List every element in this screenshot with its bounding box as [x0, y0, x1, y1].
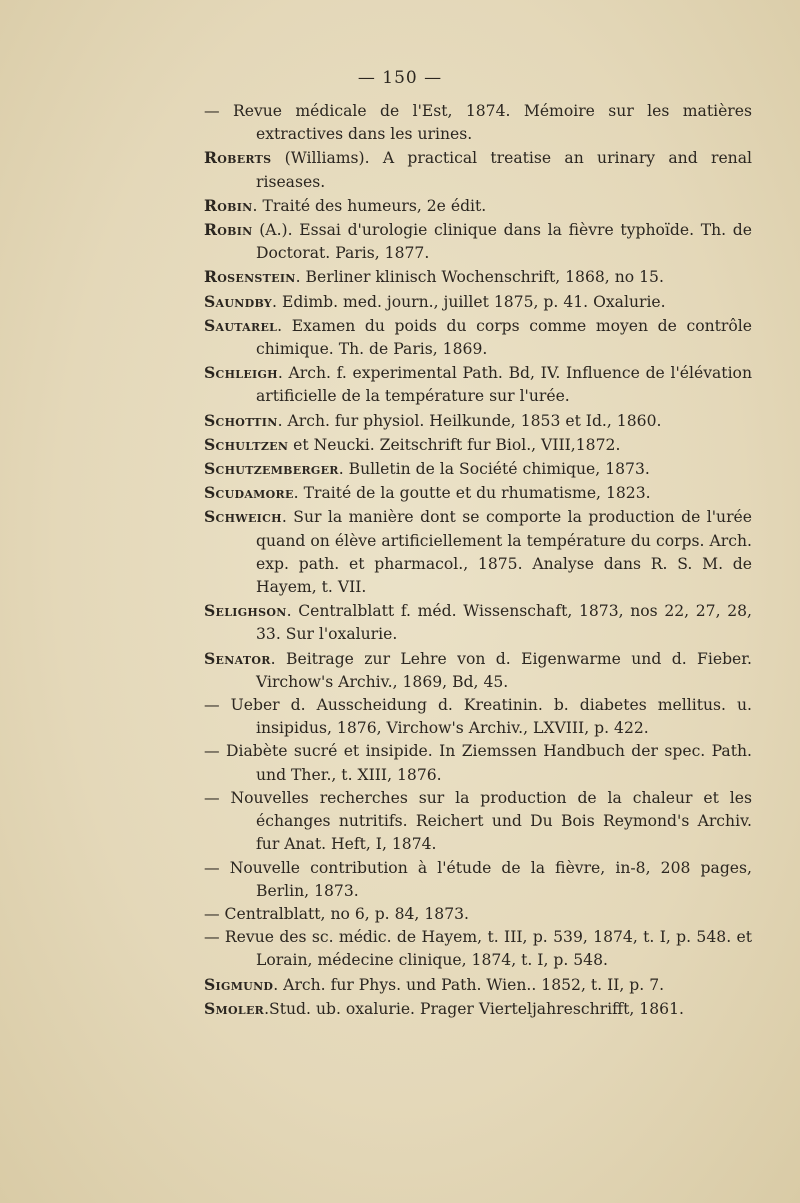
entry-author: Scudamore: [204, 483, 294, 503]
bibliography-entry: [204, 505, 752, 599]
bibliography-entry: [204, 481, 752, 505]
bibliography-entry: [204, 100, 752, 146]
bibliography-entry: [204, 647, 752, 694]
entry-text: et Neucki. Zeitschrift fur Biol., VIII,1872.: [288, 435, 621, 454]
entry-text: .Stud. ub. oxalurie. Prager Vierteljahreschrifft, 1861.: [264, 999, 684, 1018]
entry-text: — Nouvelles recherches sur la production de la chaleur et les échanges nutritifs. Reichert und Du Bois Reymond's Archiv. fur Anat. Heft, I, 1874.: [204, 788, 752, 854]
bibliography-entry: [204, 146, 752, 193]
entry-author: Schweich: [204, 507, 282, 527]
entry-text: . Examen du poids du corps comme moyen de contrôle chimique. Th. de Paris, 1869.: [256, 316, 752, 359]
entry-text: . Beitrage zur Lehre von d. Eigenwarme und d. Fieber. Virchow's Archiv., 1869, Bd, 45.: [256, 649, 752, 691]
entry-text: . Edimb. med. journ., juillet 1875, p. 41. Oxalurie.: [272, 292, 666, 311]
entry-text: — Nouvelle contribution à l'étude de la fièvre, in-8, 208 pages, Berlin, 1873.: [204, 858, 752, 900]
entry-text: . Centralblatt f. méd. Wissenschaft, 1873, nos 22, 27, 28, 33. Sur l'oxalurie.: [256, 602, 752, 644]
bibliography-entry: [204, 314, 752, 361]
bibliography-entry: [204, 409, 752, 433]
entry-author: Schultzen: [204, 434, 289, 454]
bibliography-entry: [204, 740, 752, 786]
entry-author: Robin: [204, 220, 253, 240]
entry-author: Roberts: [204, 148, 272, 168]
entry-author: Schleigh: [204, 363, 278, 383]
entry-text: . Arch. fur Phys. und Path. Wien.. 1852, t. II, p. 7.: [273, 975, 665, 994]
entry-author: Sigmund: [204, 974, 274, 994]
entry-text: — Revue médicale de l'Est, 1874. Mémoire sur les matières extractives dans les urines.: [204, 102, 752, 144]
bibliography-entry: [204, 926, 752, 972]
bibliography-entry: [204, 973, 752, 997]
entry-text: (A.). Essai d'urologie clinique dans la fièvre typhoïde. Th. de Doctorat. Paris, 1877.: [252, 221, 752, 263]
bibliography-entry: [204, 997, 752, 1021]
entry-text: — Revue des sc. médic. de Hayem, t. III, p. 539, 1874, t. I, p. 548. et Lorain, médecine clinique, 1874, t. I, p. 548.: [204, 928, 752, 970]
entry-author: Selighson: [204, 601, 287, 621]
page-number: — 150 —: [357, 68, 443, 88]
entry-author: Schutzemberger: [204, 459, 339, 479]
entry-text: — Diabète sucré et insipide. In Ziemssen Handbuch der spec. Path. und Ther., t. XIII, 1876.: [204, 742, 752, 784]
entry-text: (Williams). A practical treatise an urinary and renal riseases.: [256, 149, 752, 191]
bibliography-entry: [204, 457, 752, 481]
bibliography-entry: [204, 903, 752, 926]
bibliography-entry: [204, 599, 752, 646]
entry-author: Rosenstein: [204, 267, 296, 287]
bibliography-entry: [204, 265, 752, 289]
bibliography-entry: [204, 218, 752, 265]
entry-author: Schottin: [204, 410, 278, 430]
entry-author: Saundby: [204, 291, 273, 311]
entry-text: . Traité de la goutte et du rhumatisme, 1823.: [293, 484, 651, 503]
bibliography-entry: [204, 857, 752, 903]
entry-text: — Centralblatt, no 6, p. 84, 1873.: [204, 904, 469, 923]
bibliography-entry: [204, 361, 752, 408]
entry-text: . Arch. f. experimental Path. Bd, IV. Influence de l'élévation artificielle de la température sur l'urée.: [256, 364, 752, 406]
bibliography-entry: [204, 194, 752, 218]
entry-text: — Ueber d. Ausscheidung d. Kreatinin. b. diabetes mellitus. u. insipidus, 1876, Virchow's Archiv., LXVIII, p. 422.: [204, 696, 752, 738]
bibliography-list: [204, 100, 752, 1021]
entry-text: . Traité des humeurs, 2e édit.: [252, 196, 487, 215]
entry-text: . Berliner klinisch Wochenschrift, 1868, no 15.: [295, 268, 664, 287]
bibliography-entry: [204, 290, 752, 314]
bibliography-entry: [204, 694, 752, 740]
entry-author: Sautarel: [204, 315, 278, 335]
entry-text: . Arch. fur physiol. Heilkunde, 1853 et Id., 1860.: [277, 411, 662, 430]
entry-text: . Sur la manière dont se comporte la production de l'urée quand on élève artificiellement la température du corps. Arch. exp. path. et pharmacol., 1875. Analyse dans R. S. M. de Hayem, t. VII.: [256, 508, 752, 597]
bibliography-entry: [204, 433, 752, 457]
entry-author: Senator: [204, 648, 271, 668]
bibliography-entry: [204, 787, 752, 857]
entry-author: Robin: [204, 195, 253, 215]
entry-author: Smoler: [204, 998, 265, 1018]
entry-text: . Bulletin de la Société chimique, 1873.: [338, 460, 650, 479]
